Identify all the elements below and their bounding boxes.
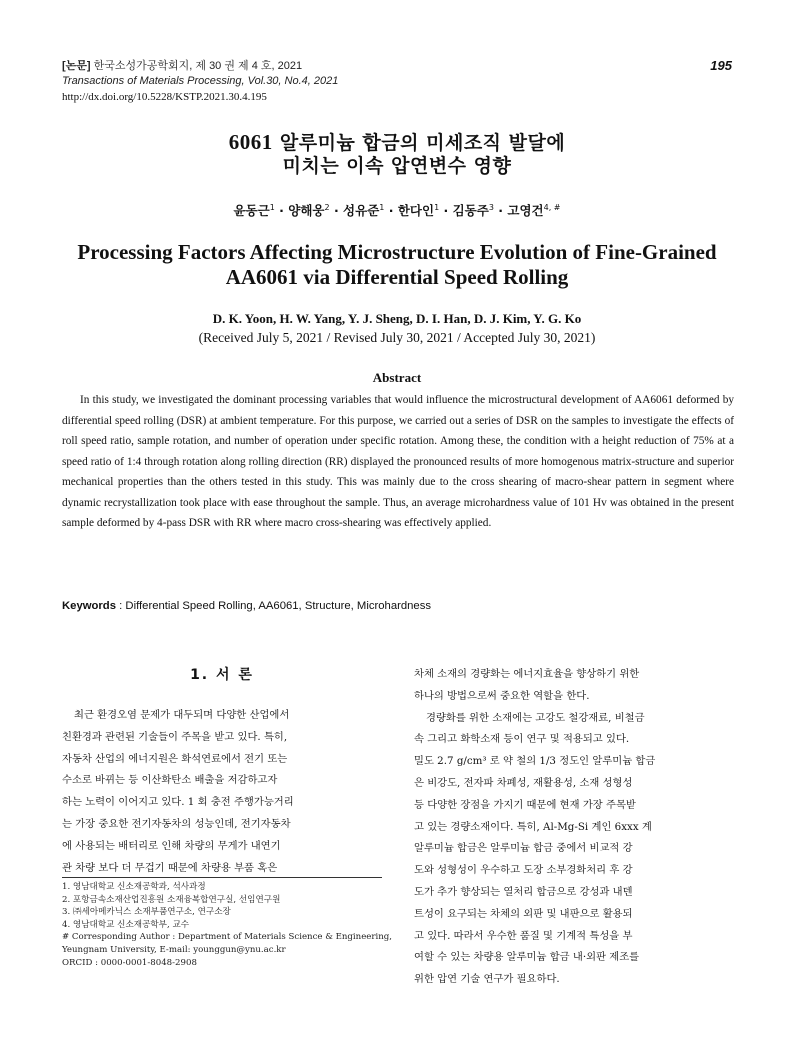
title-english-line2: AA6061 via Differential Speed Rolling [225,265,569,289]
doi-link[interactable]: http://dx.doi.org/10.5228/KSTP.2021.30.4.195 [62,91,267,103]
body-line: 여할 수 있는 차량용 알루미늄 합금 내·외판 제조를 [414,951,640,964]
footnote-affiliation: 4. 영남대학교 신소재공학부, 교수 [62,919,190,930]
author-name: 김동주 [452,203,489,218]
body-left-column [62,705,382,879]
body-line: 최근 환경오염 문제가 대두되며 다양한 산업에서 [74,709,290,721]
body-line: 속 그리고 화학소재 등이 연구 및 적용되고 있다. [414,733,630,746]
title-english-line1: Processing Factors Affecting Microstructure Evolution of Fine-Grained [77,240,717,264]
body-line: 하는 노력이 이어지고 있다. 1 회 충전 주행가능거리 [62,796,294,809]
author-affiliation-mark: 1 [269,202,275,212]
keywords-label: Keywords [62,600,116,612]
title-english [0,240,794,290]
author-name: 한다인 [397,203,435,218]
body-right-column [414,664,734,991]
body-line: 관 차량 보다 더 무겁기 때문에 차량용 부품 혹은 [62,861,278,874]
paper-type-tag: [논문] [62,60,91,72]
title-korean-number: 6061 [228,130,273,154]
page-number: 195 [710,58,732,73]
author-affiliation-mark: 2 [324,202,330,212]
title-korean-line2: 미치는 이속 압연변수 영향 [282,155,512,177]
footnotes [62,881,392,969]
title-korean-line1: 알루미늄 합금의 미세조직 발달에 [279,132,566,154]
body-line: 자동차 산업의 에너지원은 화석연료에서 전기 또는 [62,752,288,765]
journal-name-ko: 한국소성가공학회지, 제 30 권 제 4 호, 2021 [93,60,303,72]
body-line: 하나의 방법으로써 중요한 역할을 한다. [414,689,590,702]
author-name: 고영건 [507,203,544,218]
body-line: 위한 압연 기술 연구가 필요하다. [414,973,560,986]
journal-name-en: Transactions of Materials Processing, Vol.30, No.4, 2021 [62,75,339,87]
author-name: 윤동근 [233,203,270,218]
keywords [62,600,431,612]
body-line: 에 사용되는 배터리로 인해 차량의 무게가 내연기 [62,839,281,852]
abstract-text: In this study, we investigated the dominant processing variables that would influence the microstructural development of AA6061 deformed by differential speed rolling (DSR) at ambient temperature. For this purpose, we carried out a series of DSR on the samples to investigate the effects of roll speed ratio, sample rotation, and number of operation under specific rotation. Among these, the condition with a height reduction of 75% at a speed ratio of 1:4 through rotation along rolling direction (RR) displayed the pronounced results of more homogenous matrix-structure and superior mechanical properties than the others tested in this study. This was mainly due to the cross shearing of macro-shear pattern in segment where dynamic recrystallization took place with ease throughout the sample. Thus, an average microhardness value of 101 Hv was obtained in the present sample deformed by 4-pass DSR with RR where macro cross-shearing was effectively applied. [62,394,734,529]
authors-korean: 윤동근$^1$ · 양해웅$^2$ · 성유준$^1$ · 한다인$^1$ · 김동주$^3$ · 고영건$^{4, \#}$ [233,202,561,218]
authors-english: D. K. Yoon, H. W. Yang, Y. J. Sheng, D. I. Han, D. J. Kim, Y. G. Ko [212,311,582,326]
body-line: 고 있는 경량소재이다. 특히, Al-Mg-Si 계인 6xxx 계 [414,820,652,833]
body-line: 알루미늄 합금은 알루미늄 합금 중에서 비교적 강 [414,842,633,855]
body-line: 수소로 바뀌는 등 이산화탄소 배출을 저감하고자 [62,774,278,787]
body-line: 경량화를 위한 소재에는 고강도 철강재료, 비철금 [426,711,645,724]
body-line: 차체 소재의 경량화는 에너지효율을 향상하기 위한 [414,668,640,680]
footnote-affiliation: 2. 포항금속소재산업진흥원 소재융복합연구실, 선임연구원 [62,894,281,905]
body-line: 도가 추가 향상되는 열처리 합금으로 강성과 내덴 [414,885,633,898]
footnote-affiliation: 3. ㈜세아메카닉스 소재부품연구소, 연구소장 [62,907,231,918]
footnote-affiliation: 1. 영남대학교 신소재공학과, 석사과정 [62,882,206,892]
author-name: 양해웅 [288,203,325,218]
body-line: 등 다양한 장점을 가지기 때문에 현재 가장 주목받 [414,798,636,811]
footnote-corresponding-author: # Corresponding Author : Department of Materials Science & Engineering, [62,932,392,943]
received-dates: (Received July 5, 2021 / Revised July 30, 2021 / Accepted July 30, 2021) [198,330,596,345]
body-line: 밀도 2.7 g/cm³ 로 약 철의 1/3 정도인 알루미늄 합금 [414,755,656,768]
body-line: 친환경과 관련된 기술들이 주목을 받고 있다. 특히, [62,730,288,743]
author-affiliation-mark: 4, # [543,202,561,212]
section-heading: 1. 서 론 [190,667,254,683]
footnote-orcid: ORCID : 0000-0001-8048-2908 [62,957,197,968]
abstract-heading: Abstract [372,370,422,385]
body-line: 는 가장 중요한 전기자동차의 성능인데, 전기자동차 [62,817,291,830]
author-affiliation-mark: 1 [434,202,440,212]
author-name: 성유준 [343,203,380,218]
body-line: 도와 성형성이 우수하고 도장 소부경화처리 후 강 [414,864,633,877]
footnote-divider [62,877,382,878]
footnote-corresponding-author: Yeungnam University, E-mail: younggun@ynu.ac.kr [62,944,286,955]
body-line: 은 비강도, 전자파 차폐성, 재활용성, 소재 성형성 [414,776,633,789]
title-korean [0,131,794,178]
keywords-text: : Differential Speed Rolling, AA6061, Structure, Microhardness [116,600,432,612]
body-line: 고 있다. 따라서 우수한 품질 및 기계적 특성을 부 [414,929,633,942]
body-line: 트성이 요구되는 차체의 외판 및 내판으로 활용되 [414,907,633,920]
journal-header [62,59,338,89]
author-affiliation-mark: 3 [488,202,494,212]
author-affiliation-mark: 1 [379,202,385,212]
